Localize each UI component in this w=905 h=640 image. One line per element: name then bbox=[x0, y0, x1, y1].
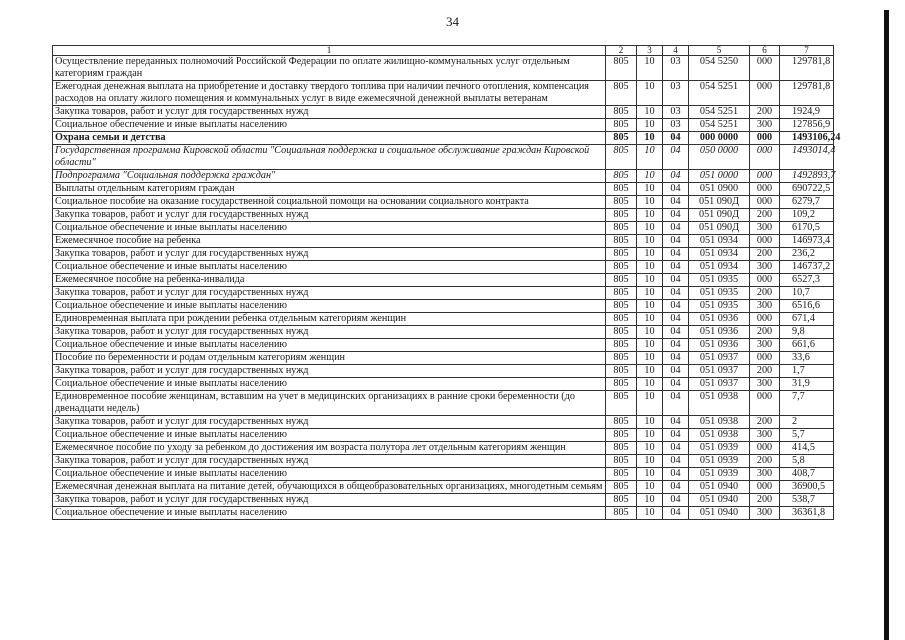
row-name: Социальное обеспечение и иные выплаты населению bbox=[53, 261, 606, 274]
table-row bbox=[53, 494, 834, 507]
table-row bbox=[53, 481, 834, 494]
row-name: Подпрограмма "Социальная поддержка граждан" bbox=[53, 170, 606, 183]
row-name: Социальное обеспечение и иные выплаты населению bbox=[53, 507, 606, 520]
row-name: Закупка товаров, работ и услуг для государственных нужд bbox=[53, 416, 606, 429]
row-target-code: 051 0938 bbox=[689, 416, 750, 429]
row-section-code: 10 bbox=[637, 183, 663, 196]
table-row bbox=[53, 391, 834, 416]
row-expense-type: 000 bbox=[750, 235, 780, 248]
row-target-code: 051 0940 bbox=[689, 481, 750, 494]
row-section-code: 10 bbox=[637, 455, 663, 468]
row-section-code: 10 bbox=[637, 209, 663, 222]
row-section-code: 10 bbox=[637, 326, 663, 339]
row-expense-type: 000 bbox=[750, 145, 780, 170]
row-name: Ежемесячное пособие на ребенка-инвалида bbox=[53, 274, 606, 287]
row-name: Выплаты отдельным категориям граждан bbox=[53, 183, 606, 196]
row-expense-type: 300 bbox=[750, 378, 780, 391]
table-row bbox=[53, 209, 834, 222]
row-subsection-code: 04 bbox=[663, 429, 689, 442]
row-amount: 31,9 bbox=[780, 378, 834, 391]
table-row bbox=[53, 326, 834, 339]
row-expense-type: 000 bbox=[750, 183, 780, 196]
row-section-code: 10 bbox=[637, 106, 663, 119]
row-target-code: 051 0935 bbox=[689, 287, 750, 300]
row-subsection-code: 03 bbox=[663, 119, 689, 132]
row-section-code: 10 bbox=[637, 132, 663, 145]
row-expense-type: 000 bbox=[750, 313, 780, 326]
row-target-code: 051 0935 bbox=[689, 300, 750, 313]
table-row bbox=[53, 429, 834, 442]
row-section-code: 10 bbox=[637, 56, 663, 81]
row-section-code: 10 bbox=[637, 300, 663, 313]
row-subsection-code: 04 bbox=[663, 235, 689, 248]
row-expense-type: 300 bbox=[750, 429, 780, 442]
row-ministry-code: 805 bbox=[606, 170, 637, 183]
row-subsection-code: 04 bbox=[663, 313, 689, 326]
row-expense-type: 300 bbox=[750, 339, 780, 352]
row-subsection-code: 04 bbox=[663, 209, 689, 222]
row-expense-type: 000 bbox=[750, 391, 780, 416]
row-expense-type: 000 bbox=[750, 170, 780, 183]
row-section-code: 10 bbox=[637, 196, 663, 209]
row-subsection-code: 04 bbox=[663, 132, 689, 145]
row-amount: 129781,8 bbox=[780, 56, 834, 81]
row-ministry-code: 805 bbox=[606, 339, 637, 352]
row-amount: 9,8 bbox=[780, 326, 834, 339]
row-target-code: 051 0934 bbox=[689, 248, 750, 261]
row-expense-type: 300 bbox=[750, 119, 780, 132]
row-name: Закупка товаров, работ и услуг для государственных нужд bbox=[53, 326, 606, 339]
row-target-code: 051 0938 bbox=[689, 391, 750, 416]
row-ministry-code: 805 bbox=[606, 132, 637, 145]
table-row bbox=[53, 339, 834, 352]
row-amount: 2 bbox=[780, 416, 834, 429]
table-row bbox=[53, 145, 834, 170]
row-amount: 5,8 bbox=[780, 455, 834, 468]
row-target-code: 051 0935 bbox=[689, 274, 750, 287]
row-ministry-code: 805 bbox=[606, 365, 637, 378]
row-expense-type: 000 bbox=[750, 196, 780, 209]
table-row bbox=[53, 248, 834, 261]
row-amount: 5,7 bbox=[780, 429, 834, 442]
row-expense-type: 000 bbox=[750, 481, 780, 494]
budget-table bbox=[52, 45, 841, 520]
row-section-code: 10 bbox=[637, 313, 663, 326]
row-amount: 6170,5 bbox=[780, 222, 834, 235]
row-name: Социальное обеспечение и иные выплаты населению bbox=[53, 300, 606, 313]
row-subsection-code: 04 bbox=[663, 261, 689, 274]
table-row bbox=[53, 507, 834, 520]
scan-edge-bar bbox=[884, 10, 889, 640]
row-amount: 127856,9 bbox=[780, 119, 834, 132]
row-target-code: 051 0936 bbox=[689, 313, 750, 326]
row-name: Закупка товаров, работ и услуг для государственных нужд bbox=[53, 494, 606, 507]
row-name: Социальное обеспечение и иные выплаты населению bbox=[53, 378, 606, 391]
row-amount: 129781,8 bbox=[780, 81, 834, 106]
row-subsection-code: 03 bbox=[663, 106, 689, 119]
row-expense-type: 000 bbox=[750, 56, 780, 81]
row-section-code: 10 bbox=[637, 442, 663, 455]
row-subsection-code: 04 bbox=[663, 145, 689, 170]
row-subsection-code: 04 bbox=[663, 352, 689, 365]
row-target-code: 051 0939 bbox=[689, 455, 750, 468]
row-ministry-code: 805 bbox=[606, 455, 637, 468]
row-expense-type: 300 bbox=[750, 222, 780, 235]
row-name: Государственная программа Кировской области "Социальная поддержка и социальное обслуживание граждан Кировской области" bbox=[53, 145, 606, 170]
row-expense-type: 300 bbox=[750, 507, 780, 520]
row-subsection-code: 04 bbox=[663, 274, 689, 287]
row-expense-type: 000 bbox=[750, 442, 780, 455]
row-ministry-code: 805 bbox=[606, 106, 637, 119]
row-ministry-code: 805 bbox=[606, 378, 637, 391]
header-col-3: 3 bbox=[637, 46, 663, 56]
row-amount: 33,6 bbox=[780, 352, 834, 365]
table-row bbox=[53, 235, 834, 248]
row-amount: 414,5 bbox=[780, 442, 834, 455]
row-target-code: 051 0934 bbox=[689, 261, 750, 274]
row-name: Социальное пособие на оказание государственной социальной помощи на основании социального контракта bbox=[53, 196, 606, 209]
table-row bbox=[53, 170, 834, 183]
table-row bbox=[53, 416, 834, 429]
row-subsection-code: 03 bbox=[663, 56, 689, 81]
table-row bbox=[53, 274, 834, 287]
row-ministry-code: 805 bbox=[606, 391, 637, 416]
row-target-code: 051 0936 bbox=[689, 339, 750, 352]
row-ministry-code: 805 bbox=[606, 352, 637, 365]
row-ministry-code: 805 bbox=[606, 481, 637, 494]
row-target-code: 000 0000 bbox=[689, 132, 750, 145]
row-name: Ежемесячная денежная выплата на питание детей, обучающихся в общеобразовательных организациях, многодетным семьям bbox=[53, 481, 606, 494]
row-ministry-code: 805 bbox=[606, 287, 637, 300]
row-name: Социальное обеспечение и иные выплаты населению bbox=[53, 339, 606, 352]
row-name: Закупка товаров, работ и услуг для государственных нужд bbox=[53, 287, 606, 300]
row-ministry-code: 805 bbox=[606, 313, 637, 326]
row-ministry-code: 805 bbox=[606, 183, 637, 196]
row-subsection-code: 04 bbox=[663, 170, 689, 183]
row-amount: 671,4 bbox=[780, 313, 834, 326]
row-expense-type: 200 bbox=[750, 326, 780, 339]
row-ministry-code: 805 bbox=[606, 145, 637, 170]
row-target-code: 051 090Д bbox=[689, 209, 750, 222]
row-ministry-code: 805 bbox=[606, 222, 637, 235]
row-section-code: 10 bbox=[637, 481, 663, 494]
table-row bbox=[53, 365, 834, 378]
row-target-code: 051 0937 bbox=[689, 378, 750, 391]
row-expense-type: 000 bbox=[750, 274, 780, 287]
row-ministry-code: 805 bbox=[606, 235, 637, 248]
row-expense-type: 300 bbox=[750, 468, 780, 481]
row-target-code: 054 5250 bbox=[689, 56, 750, 81]
row-ministry-code: 805 bbox=[606, 429, 637, 442]
row-name: Закупка товаров, работ и услуг для государственных нужд bbox=[53, 209, 606, 222]
row-amount: 146973,4 bbox=[780, 235, 834, 248]
row-expense-type: 200 bbox=[750, 365, 780, 378]
table-row bbox=[53, 300, 834, 313]
row-target-code: 054 5251 bbox=[689, 119, 750, 132]
row-subsection-code: 04 bbox=[663, 416, 689, 429]
row-section-code: 10 bbox=[637, 248, 663, 261]
row-target-code: 051 090Д bbox=[689, 222, 750, 235]
row-target-code: 050 0000 bbox=[689, 145, 750, 170]
row-amount: 690722,5 bbox=[780, 183, 834, 196]
header-col-2: 2 bbox=[606, 46, 637, 56]
row-ministry-code: 805 bbox=[606, 468, 637, 481]
row-ministry-code: 805 bbox=[606, 261, 637, 274]
row-amount: 538,7 bbox=[780, 494, 834, 507]
table-row bbox=[53, 106, 834, 119]
row-section-code: 10 bbox=[637, 222, 663, 235]
table-row bbox=[53, 81, 834, 106]
table-row bbox=[53, 313, 834, 326]
row-subsection-code: 04 bbox=[663, 365, 689, 378]
table-row bbox=[53, 132, 834, 145]
row-ministry-code: 805 bbox=[606, 209, 637, 222]
row-target-code: 054 5251 bbox=[689, 106, 750, 119]
row-name: Социальное обеспечение и иные выплаты населению bbox=[53, 468, 606, 481]
row-ministry-code: 805 bbox=[606, 248, 637, 261]
row-subsection-code: 04 bbox=[663, 442, 689, 455]
row-amount: 10,7 bbox=[780, 287, 834, 300]
table-row bbox=[53, 56, 834, 81]
row-name: Ежемесячное пособие на ребенка bbox=[53, 235, 606, 248]
row-name: Ежемесячное пособие по уходу за ребенком до достижения им возраста полутора лет отдельным категориям женщин bbox=[53, 442, 606, 455]
row-ministry-code: 805 bbox=[606, 56, 637, 81]
row-target-code: 051 090Д bbox=[689, 196, 750, 209]
row-target-code: 051 0940 bbox=[689, 507, 750, 520]
row-amount: 146737,2 bbox=[780, 261, 834, 274]
row-name: Закупка товаров, работ и услуг для государственных нужд bbox=[53, 365, 606, 378]
table-row bbox=[53, 183, 834, 196]
row-section-code: 10 bbox=[637, 261, 663, 274]
row-subsection-code: 04 bbox=[663, 507, 689, 520]
row-name: Осуществление переданных полномочий Российской Федерации по оплате жилищно-коммунальных услуг отдельным категориям граждан bbox=[53, 56, 606, 81]
row-ministry-code: 805 bbox=[606, 300, 637, 313]
row-subsection-code: 04 bbox=[663, 196, 689, 209]
row-target-code: 051 0000 bbox=[689, 170, 750, 183]
row-amount: 661,6 bbox=[780, 339, 834, 352]
row-amount: 1,7 bbox=[780, 365, 834, 378]
row-section-code: 10 bbox=[637, 391, 663, 416]
row-target-code: 051 0939 bbox=[689, 468, 750, 481]
table-row bbox=[53, 468, 834, 481]
row-expense-type: 200 bbox=[750, 106, 780, 119]
header-row bbox=[53, 46, 834, 56]
row-subsection-code: 04 bbox=[663, 339, 689, 352]
row-amount: 1924,9 bbox=[780, 106, 834, 119]
row-section-code: 10 bbox=[637, 339, 663, 352]
row-ministry-code: 805 bbox=[606, 507, 637, 520]
row-amount: 1493014,4 bbox=[780, 145, 834, 170]
header-col-7: 7 bbox=[780, 46, 834, 56]
table-row bbox=[53, 455, 834, 468]
row-name: Ежегодная денежная выплата на приобретение и доставку твердого топлива при наличии печного отопления, компенсация расходов на оплату жилого помещения и коммунальных услуг в виде ежемесячной денежной выплаты ветеранам bbox=[53, 81, 606, 106]
row-ministry-code: 805 bbox=[606, 494, 637, 507]
row-subsection-code: 04 bbox=[663, 183, 689, 196]
row-amount: 6516,6 bbox=[780, 300, 834, 313]
row-amount: 1492893,7 bbox=[780, 170, 834, 183]
row-expense-type: 300 bbox=[750, 300, 780, 313]
row-target-code: 051 0937 bbox=[689, 352, 750, 365]
row-section-code: 10 bbox=[637, 119, 663, 132]
row-expense-type: 200 bbox=[750, 494, 780, 507]
row-section-code: 10 bbox=[637, 494, 663, 507]
row-expense-type: 200 bbox=[750, 209, 780, 222]
row-section-code: 10 bbox=[637, 468, 663, 481]
row-subsection-code: 04 bbox=[663, 326, 689, 339]
row-ministry-code: 805 bbox=[606, 119, 637, 132]
row-section-code: 10 bbox=[637, 416, 663, 429]
row-name: Единовременное пособие женщинам, вставшим на учет в медицинских организациях в ранние сроки беременности (до двенадцати недель) bbox=[53, 391, 606, 416]
row-section-code: 10 bbox=[637, 507, 663, 520]
row-target-code: 051 0940 bbox=[689, 494, 750, 507]
table-row bbox=[53, 287, 834, 300]
row-expense-type: 000 bbox=[750, 81, 780, 106]
header-col-6: 6 bbox=[750, 46, 780, 56]
row-target-code: 051 0936 bbox=[689, 326, 750, 339]
header-col-4: 4 bbox=[663, 46, 689, 56]
row-ministry-code: 805 bbox=[606, 196, 637, 209]
row-section-code: 10 bbox=[637, 274, 663, 287]
row-target-code: 051 0937 bbox=[689, 365, 750, 378]
row-amount: 36361,8 bbox=[780, 507, 834, 520]
row-amount: 7,7 bbox=[780, 391, 834, 416]
table-row bbox=[53, 222, 834, 235]
row-subsection-code: 04 bbox=[663, 248, 689, 261]
row-name: Закупка товаров, работ и услуг для государственных нужд bbox=[53, 248, 606, 261]
row-name: Закупка товаров, работ и услуг для государственных нужд bbox=[53, 455, 606, 468]
row-expense-type: 300 bbox=[750, 261, 780, 274]
row-amount: 109,2 bbox=[780, 209, 834, 222]
row-expense-type: 200 bbox=[750, 416, 780, 429]
row-name: Охрана семьи и детства bbox=[53, 132, 606, 145]
row-amount: 236,2 bbox=[780, 248, 834, 261]
row-ministry-code: 805 bbox=[606, 442, 637, 455]
row-subsection-code: 04 bbox=[663, 287, 689, 300]
table-row bbox=[53, 352, 834, 365]
row-amount: 6527,3 bbox=[780, 274, 834, 287]
table-row bbox=[53, 261, 834, 274]
row-subsection-code: 04 bbox=[663, 481, 689, 494]
row-subsection-code: 04 bbox=[663, 378, 689, 391]
row-section-code: 10 bbox=[637, 365, 663, 378]
row-subsection-code: 04 bbox=[663, 391, 689, 416]
table-row bbox=[53, 196, 834, 209]
row-ministry-code: 805 bbox=[606, 81, 637, 106]
row-section-code: 10 bbox=[637, 145, 663, 170]
row-amount: 408,7 bbox=[780, 468, 834, 481]
header-col-5: 5 bbox=[689, 46, 750, 56]
page-number: 34 bbox=[446, 14, 459, 29]
row-amount: 6279,7 bbox=[780, 196, 834, 209]
row-ministry-code: 805 bbox=[606, 274, 637, 287]
row-name: Социальное обеспечение и иные выплаты населению bbox=[53, 222, 606, 235]
row-target-code: 051 0939 bbox=[689, 442, 750, 455]
row-expense-type: 200 bbox=[750, 248, 780, 261]
row-subsection-code: 04 bbox=[663, 300, 689, 313]
row-subsection-code: 04 bbox=[663, 494, 689, 507]
row-name: Закупка товаров, работ и услуг для государственных нужд bbox=[53, 106, 606, 119]
row-name: Единовременная выплата при рождении ребенка отдельным категориям женщин bbox=[53, 313, 606, 326]
row-subsection-code: 04 bbox=[663, 455, 689, 468]
row-section-code: 10 bbox=[637, 429, 663, 442]
row-expense-type: 000 bbox=[750, 352, 780, 365]
row-ministry-code: 805 bbox=[606, 326, 637, 339]
row-target-code: 051 0934 bbox=[689, 235, 750, 248]
row-subsection-code: 04 bbox=[663, 222, 689, 235]
table-row bbox=[53, 119, 834, 132]
row-section-code: 10 bbox=[637, 170, 663, 183]
row-name: Социальное обеспечение и иные выплаты населению bbox=[53, 429, 606, 442]
row-section-code: 10 bbox=[637, 81, 663, 106]
row-expense-type: 000 bbox=[750, 132, 780, 145]
row-target-code: 054 5251 bbox=[689, 81, 750, 106]
table-row bbox=[53, 442, 834, 455]
row-subsection-code: 04 bbox=[663, 468, 689, 481]
row-amount: 36900,5 bbox=[780, 481, 834, 494]
row-ministry-code: 805 bbox=[606, 416, 637, 429]
row-section-code: 10 bbox=[637, 378, 663, 391]
row-section-code: 10 bbox=[637, 287, 663, 300]
row-expense-type: 200 bbox=[750, 455, 780, 468]
row-target-code: 051 0938 bbox=[689, 429, 750, 442]
table-row bbox=[53, 378, 834, 391]
table-body bbox=[53, 56, 841, 520]
header-col-1: 1 bbox=[53, 46, 606, 56]
row-section-code: 10 bbox=[637, 235, 663, 248]
row-subsection-code: 03 bbox=[663, 81, 689, 106]
row-section-code: 10 bbox=[637, 352, 663, 365]
row-target-code: 051 0900 bbox=[689, 183, 750, 196]
row-name: Пособие по беременности и родам отдельным категориям женщин bbox=[53, 352, 606, 365]
row-name: Социальное обеспечение и иные выплаты населению bbox=[53, 119, 606, 132]
row-expense-type: 200 bbox=[750, 287, 780, 300]
row-amount: 1493106,24 bbox=[780, 132, 834, 145]
